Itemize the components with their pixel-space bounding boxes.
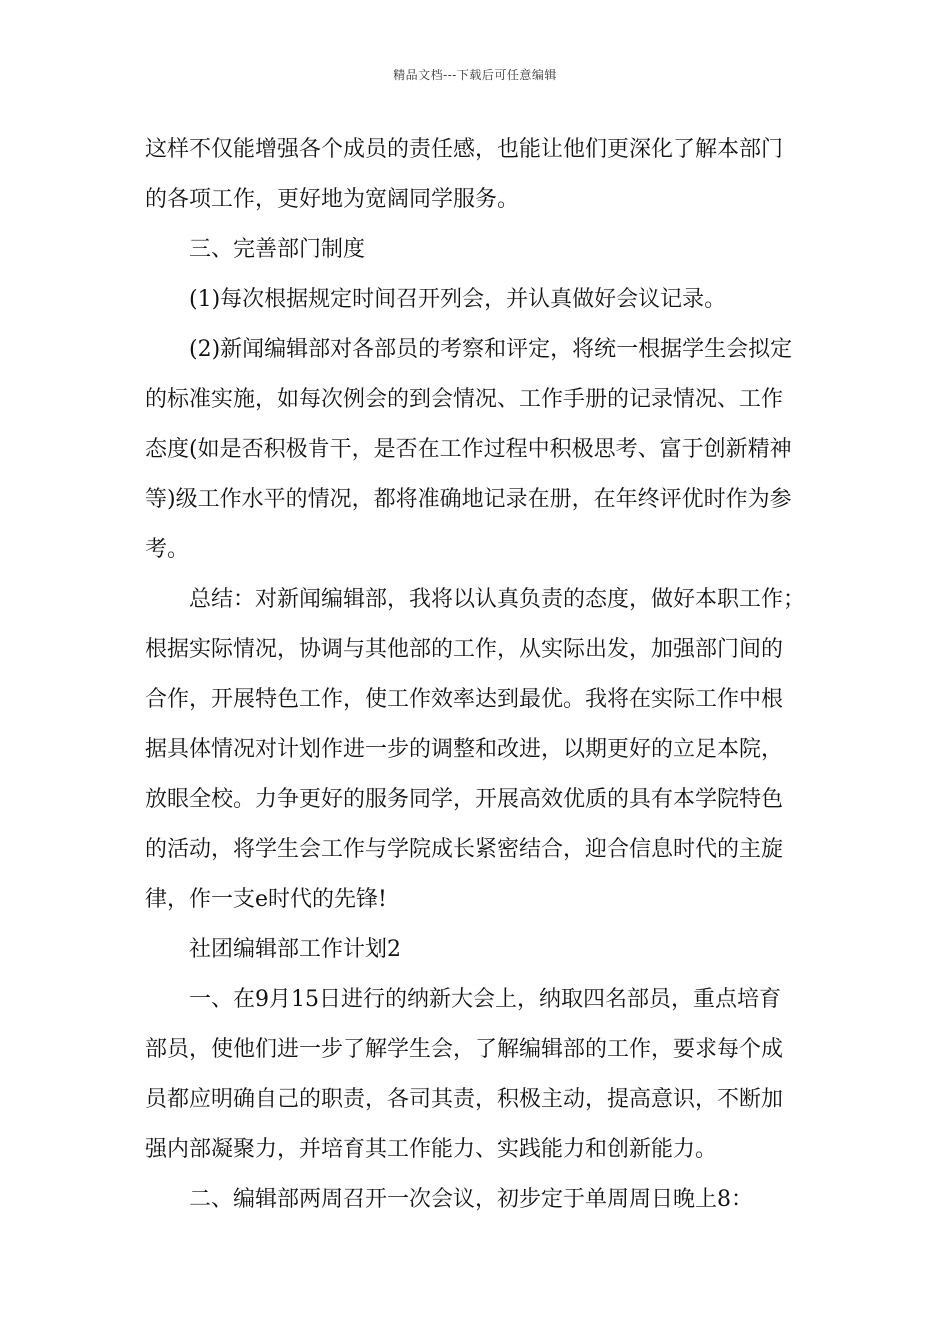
text-line: 考。 bbox=[145, 537, 190, 562]
page-header: 精品文档---下载后可任意编辑 bbox=[393, 68, 557, 82]
text-line: 等)级工作水平的情况，都将准确地记录在册，在年终评优时作为参 bbox=[145, 487, 792, 512]
section-heading: 社团编辑部工作计划2 bbox=[189, 937, 401, 962]
text-line: 员都应明确自己的职责，各司其责，积极主动，提高意识，不断加 bbox=[145, 1087, 784, 1112]
text-line: 一、在9月15日进行的纳新大会上，纳取四名部员，重点培育 bbox=[189, 987, 781, 1012]
text-line: 强内部凝聚力，并培育其工作能力、实践能力和创新能力。 bbox=[145, 1137, 718, 1162]
text-line: 据具体情况对计划作进一步的调整和改进，以期更好的立足本院， bbox=[145, 737, 784, 762]
text-line: 的活动，将学生会工作与学院成长紧密结合，迎合信息时代的主旋 bbox=[145, 837, 784, 862]
text-line: 律，作一支e时代的先锋! bbox=[145, 887, 387, 912]
text-line: 二、编辑部两周召开一次会议，初步定于单周周日晚上8： bbox=[189, 1187, 753, 1212]
text-line: 总结：对新闻编辑部，我将以认真负责的态度，做好本职工作； bbox=[189, 587, 806, 612]
text-line: 这样不仅能增强各个成员的责任感，也能让他们更深化了解本部门 bbox=[145, 137, 784, 162]
text-line: 的各项工作，更好地为宽阔同学服务。 bbox=[145, 187, 520, 212]
section-heading: 三、完善部门制度 bbox=[189, 237, 366, 262]
text-line: 态度(如是否积极肯干，是否在工作过程中积极思考、富于创新精神 bbox=[145, 437, 792, 462]
text-line: 根据实际情况，协调与其他部的工作，从实际出发，加强部门间的 bbox=[145, 637, 784, 662]
text-line: 合作，开展特色工作，使工作效率达到最优。我将在实际工作中根 bbox=[145, 687, 784, 712]
text-line: 的标准实施，如每次例会的到会情况、工作手册的记录情况、工作 bbox=[145, 387, 784, 412]
text-line: 放眼全校。力争更好的服务同学，开展高效优质的具有本学院特色 bbox=[145, 787, 784, 812]
text-line: 部员，使他们进一步了解学生会，了解编辑部的工作，要求每个成 bbox=[145, 1037, 784, 1062]
text-line: (2)新闻编辑部对各部员的考察和评定，将统一根据学生会拟定 bbox=[189, 337, 793, 362]
text-line: (1)每次根据规定时间召开列会，并认真做好会议记录。 bbox=[189, 287, 727, 312]
